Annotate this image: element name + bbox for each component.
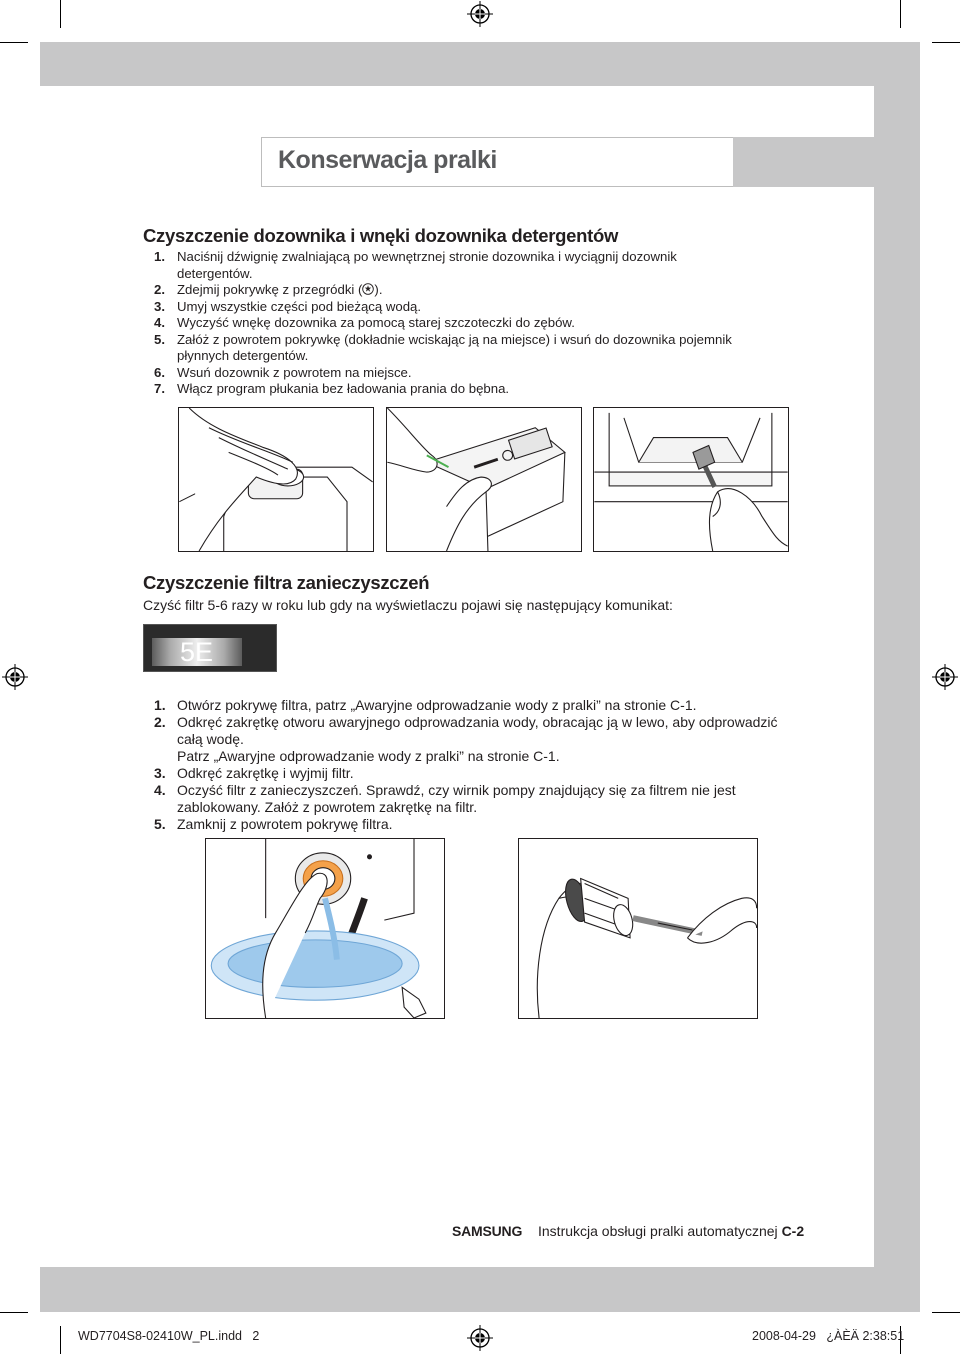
list-item: 4. Oczyść filtr z zanieczyszczeń. Sprawdź, czy wirnik pompy znajdujący się za filtrem nie jest zablokowany. Załóż z powrotem zakrętkę na filtr. — [154, 782, 736, 815]
trim-mark — [0, 1312, 28, 1313]
list-item: 1. Naciśnij dźwignię zwalniającą po wewnętrznej stronie dozownika i wyciągnij dozownik detergentów. — [154, 249, 677, 281]
trim-mark — [60, 1326, 61, 1354]
list-item: 5. Załóż z powrotem pokrywkę (dokładnie wciskając ją na miejsce) i wsuń do dozownika pojemnik płynnych detergentów. — [154, 331, 732, 363]
list-item: 7. Włącz program płukania bez ładowania prania do bębna. — [154, 381, 510, 396]
footer-brand: SAMSUNG — [452, 1223, 523, 1239]
page-frame-top — [40, 42, 920, 86]
trim-mark — [932, 42, 960, 43]
dispenser-steps-list — [143, 249, 843, 398]
list-item: 4. Wyczyść wnękę dozownika za pomocą starej szczoteczki do zębów. — [154, 315, 575, 330]
page-title: Konserwacja pralki — [278, 146, 497, 174]
section-heading-filter: Czyszczenie filtra zanieczyszczeń — [143, 572, 430, 593]
illustration-remove-dispenser — [386, 407, 582, 552]
illustration-drain-water — [205, 838, 445, 1019]
display-code: 5E — [180, 637, 214, 667]
registration-mark-icon — [932, 664, 958, 690]
filter-intro-text: Czyść filtr 5-6 razy w roku lub gdy na wyświetlaczu pojawi się następujący komunikat: — [143, 597, 673, 613]
error-display — [143, 624, 277, 672]
title-tab — [733, 137, 919, 187]
trim-mark — [60, 0, 61, 28]
section-heading-dispenser: Czyszczenie dozownika i wnęki dozownika detergentów — [143, 225, 619, 246]
softener-compartment-icon — [362, 283, 374, 295]
illustration-press-lever — [178, 407, 374, 552]
page-number: C-2 — [781, 1223, 805, 1239]
page-frame-bottom — [40, 1267, 920, 1312]
registration-mark-icon — [2, 664, 28, 690]
list-item: 3. Umyj wszystkie części pod bieżącą wodą. — [154, 298, 422, 314]
list-item: 1. Otwórz pokrywę filtra, patrz „Awaryjne odprowadzanie wody z pralki” na stronie C-1. — [154, 697, 697, 713]
illustration-clean-recess — [593, 407, 789, 552]
registration-mark-icon — [467, 1325, 493, 1351]
registration-mark-icon — [467, 1, 493, 27]
list-item: 2. Zdejmij pokrywkę z przegródki ( ). — [154, 282, 383, 297]
slug-file-name: WD7704S8-02410W_PL.indd 2 — [78, 1329, 260, 1343]
footer-text: Instrukcja obsługi pralki automatycznej C-2 — [538, 1223, 805, 1239]
trim-mark — [932, 1312, 960, 1313]
trim-mark — [900, 0, 901, 28]
list-item: 5. Zamknij z powrotem pokrywę filtra. — [154, 816, 393, 832]
list-item: 6. Wsuń dozownik z powrotem na miejsce. — [154, 364, 412, 380]
list-item: 2. Odkręć zakrętkę otworu awaryjnego odprowadzania wody, obracając ją w lewo, aby odprowadzić całą wodę. Patrz „Awaryjne odprowadzanie wody z pralki” na stronie C-1. — [154, 714, 778, 764]
list-item: 3. Odkręć zakrętkę i wyjmij filtr. — [154, 765, 354, 781]
page-frame-right — [874, 86, 920, 1312]
slug-timestamp: 2008-04-29 ¿ÀÈÄ 2:38:51 — [752, 1329, 905, 1343]
filter-steps-list — [143, 697, 843, 833]
trim-mark — [0, 42, 28, 43]
illustration-clean-filter — [518, 838, 758, 1019]
